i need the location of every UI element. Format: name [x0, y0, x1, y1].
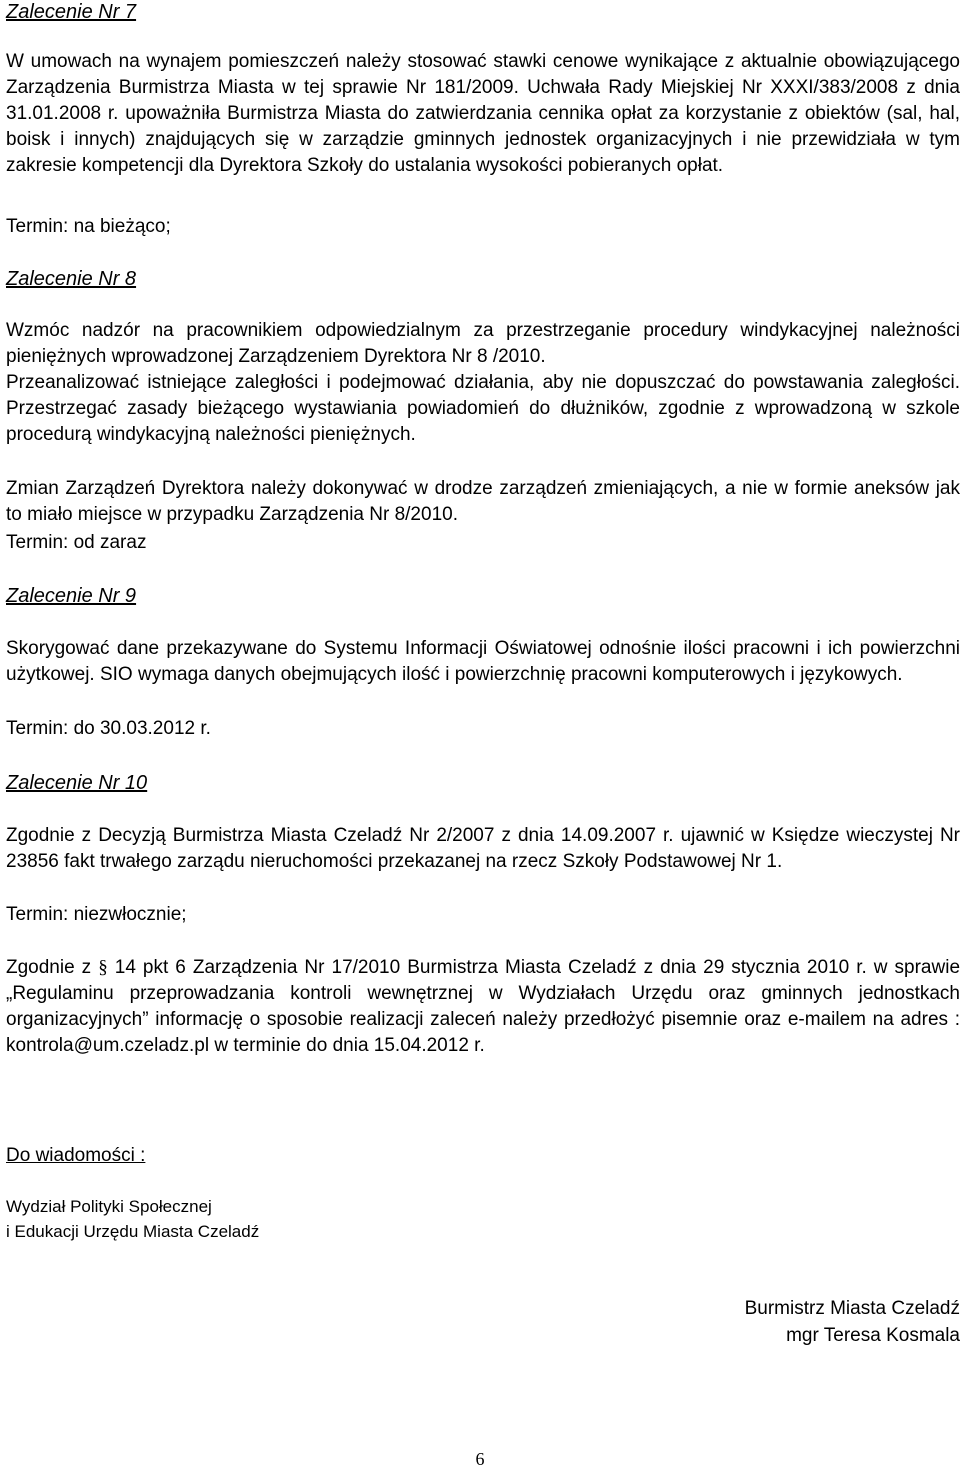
section-7-term: Termin: na bieżąco;	[6, 216, 171, 237]
closing-body: 14 pkt 6 Zarządzenia Nr 17/2010 Burmistrza Miasta Czeladź z dnia 29 stycznia 2010 r. w sprawie „Regulaminu przeprowadzania kontroli wewnętrznej w Wydziałach Urzędu oraz gminnych jednostkach organizacyjnych” informację o sposobie realizacji zaleceń należy przedłożyć pisemnie oraz e-mailem na adres : kontrola@um.czeladz.pl w terminie do dnia 15.04.2012 r.	[6, 957, 960, 1056]
distribution-line-2: i Edukacji Urzędu Miasta Czeladź	[6, 1222, 260, 1241]
distribution-heading: Do wiadomości :	[6, 1145, 146, 1166]
distribution-line-1: Wydział Polityki Społecznej	[6, 1197, 212, 1216]
closing-prefix: Zgodnie z	[6, 957, 92, 978]
section-8-heading: Zalecenie Nr 8	[6, 268, 137, 290]
signature-name: mgr Teresa Kosmala	[786, 1325, 960, 1346]
closing-paragraph	[6, 955, 960, 1059]
section-9-body: Skorygować dane przekazywane do Systemu Informacji Oświatowej odnośnie ilości pracowni i ich powierzchni użytkowej. SIO wymaga danych obejmujących ilość i powierzchnię pracowni komputerowych i językowych.	[6, 638, 960, 685]
section-8-body-2: Przeanalizować istniejące zaległości i podejmować działania, aby nie dopuszczać do powstawania zaległości. Przestrzegać zasady bieżącego wystawiania powiadomień do dłużników, zgodnie z wprowadzoną w szkole procedurą windykacyjną należności pieniężnych.	[6, 372, 960, 445]
signature-title: Burmistrz Miasta Czeladź	[744, 1298, 960, 1319]
section-10-body: Zgodnie z Decyzją Burmistrza Miasta Czeladź Nr 2/2007 z dnia 14.09.2007 r. ujawnić w Księdze wieczystej Nr 23856 fakt trwałego zarządu nieruchomości przekazanej na rzecz Szkoły Podstawowej Nr 1.	[6, 825, 960, 872]
section-8-term: Termin: od zaraz	[6, 532, 147, 553]
section-10-heading: Zalecenie Nr 10	[6, 772, 148, 794]
section-10-term: Termin: niezwłocznie;	[6, 904, 187, 925]
section-9-heading: Zalecenie Nr 9	[6, 585, 137, 607]
section-sign: §	[98, 957, 108, 978]
section-8-body-3: Zmian Zarządzeń Dyrektora należy dokonywać w drodze zarządzeń zmieniających, a nie w formie aneksów jak to miało miejsce w przypadku Zarządzenia Nr 8/2010.	[6, 478, 960, 525]
section-7-body: W umowach na wynajem pomieszczeń należy stosować stawki cenowe wynikające z aktualnie obowiązującego Zarządzenia Burmistrza Miasta w tej sprawie Nr 181/2009. Uchwała Rady Miejskiej Nr XXXI/383/2008 z dnia 31.01.2008 r. upoważniła Burmistrza Miasta do zatwierdzania cennika opłat za korzystanie z obiektów (sal, hal, boisk i innych) znajdujących się w zarządzie gminnych jednostek organizacyjnych i nie przewidziała w tym zakresie kompetencji dla Dyrektora Szkoły do ustalania wysokości pobieranych opłat.	[6, 51, 960, 176]
section-8-body-1: Wzmóc nadzór na pracownikiem odpowiedzialnym za przestrzeganie procedury windykacyjnej należności pieniężnych wprowadzonej Zarządzeniem Dyrektora Nr 8 /2010.	[6, 320, 960, 367]
section-7-heading: Zalecenie Nr 7	[6, 1, 137, 23]
section-9-term: Termin: do 30.03.2012 r.	[6, 718, 211, 739]
page-number: 6	[475, 1449, 485, 1469]
